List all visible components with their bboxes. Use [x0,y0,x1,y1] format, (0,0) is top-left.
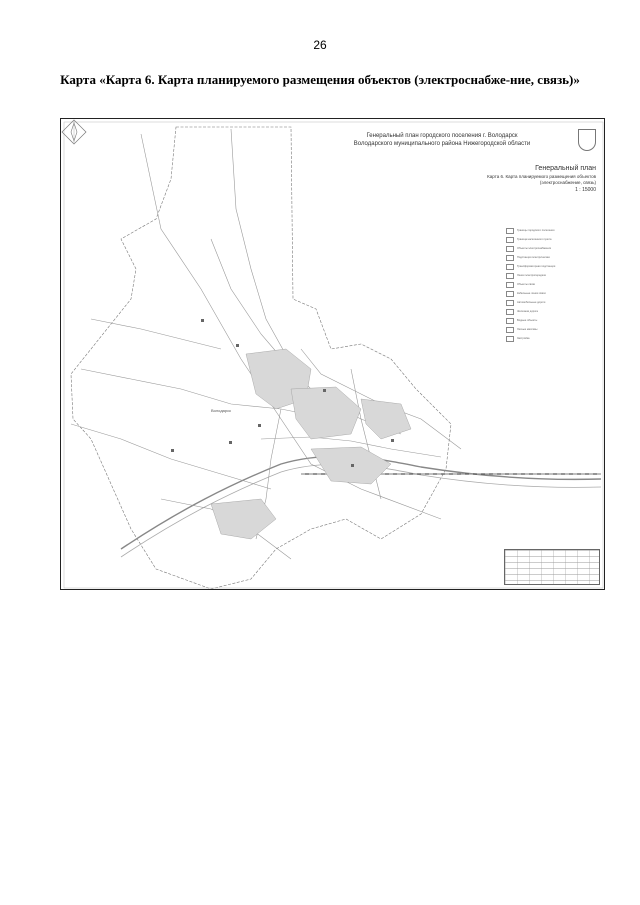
legend-swatch [506,300,514,306]
map-title-line1: Генеральный план городского поселения г. Володарск [366,133,518,139]
legend-item: Железная дорога [506,308,598,317]
legend-swatch [506,237,514,243]
legend-swatch [506,264,514,270]
legend-swatch [506,309,514,315]
legend-item: Граница населенного пункта [506,236,598,245]
legend-item: Объекты электроснабжения [506,245,598,254]
legend-swatch [506,228,514,234]
legend-swatch [506,282,514,288]
map-subtitle: Генеральный план [535,165,596,172]
map-title-line2: Володарского муниципального района Нижегородской области [353,141,531,147]
legend-swatch [506,327,514,333]
legend-swatch [506,336,514,342]
legend-swatch [506,255,514,261]
legend-item: Лесные массивы [506,326,598,335]
map-title [312,132,572,148]
legend-item: Подстанция электрическая [506,254,598,263]
legend-item: Границы городского поселения [506,227,598,236]
map-image [60,118,605,590]
title-block-stamp [504,549,600,585]
legend-item: Автомобильные дороги [506,299,598,308]
place-label: Володарск [211,408,231,413]
map-scale: 1 : 15000 [575,187,596,193]
legend-swatch [506,246,514,252]
map-legend [506,227,598,427]
legend-item: Водные объекты [506,317,598,326]
map-subtitle-detail-2: (электроснабжение, связь) [539,180,596,185]
coat-of-arms-icon [578,129,596,151]
legend-item: Линии электропередачи [506,272,598,281]
legend-item: Объекты связи [506,281,598,290]
legend-swatch [506,318,514,324]
legend-item: Застройка [506,335,598,344]
legend-item: Кабельные линии связи [506,290,598,299]
legend-swatch [506,291,514,297]
map-caption: Карта «Карта 6. Карта планируемого размещения объектов (электроснабже-ние, связь)» [60,72,580,87]
north-arrow-icon [61,119,87,145]
legend-swatch [506,273,514,279]
page-number: 26 [313,38,327,52]
legend-item: Трансформаторная подстанция [506,263,598,272]
map-subtitle-block [426,164,596,195]
map-subtitle-detail-1: Карта 6. Карта планируемого размещения объектов [487,174,596,179]
